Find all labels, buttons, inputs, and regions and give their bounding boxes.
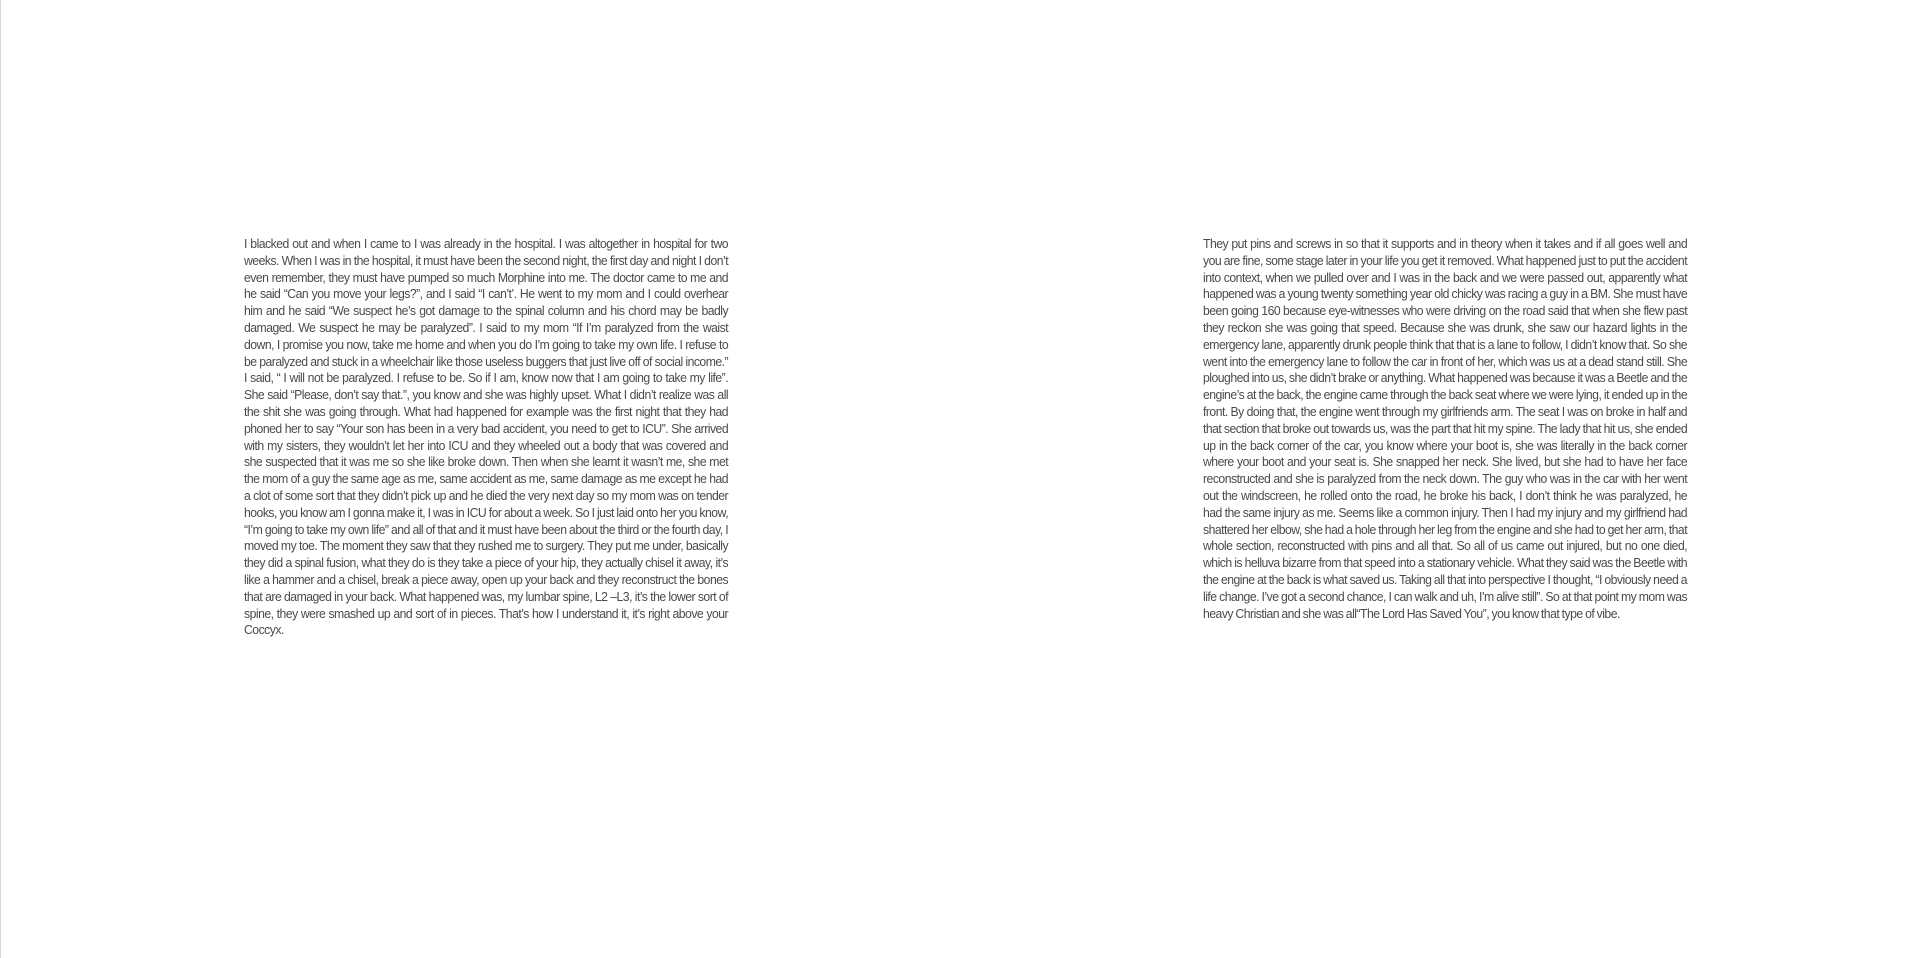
- left-page-text-block: [244, 236, 728, 639]
- right-page-paragraph: They put pins and screws in so that it supports and in theory when it takes and if all goes well and you are fine, some stage later in your life you get it removed. What happened just to put the accident into context, when we pulled over and I was in the back and we were passed out, apparently what happened was a young twenty something year old chicky was racing a guy in a BM. She must have been going 160 because eye-witnesses who were driving on the road said that when she flew past they reckon she was going that speed. Because she was drunk, she saw our hazard lights in the emergency lane, apparently drunk people think that that is a lane to follow, I didn’t know that. So she went into the emergency lane to follow the car in front of her, which was us at a dead stand still. She ploughed into us, she didn’t brake or anything. What happened was because it was a Beetle and the engine’s at the back, the engine came through the back seat where we were lying, it ended up in the front. By doing that, the engine went through my girlfriends arm. The seat I was on broke in half and that section that broke out towards us, was the part that hit my spine. The lady that hit us, she ended up in the back corner of the car, you know where your boot is, she was literally in the back corner where your boot and your seat is. She snapped her neck. She lived, but she had to have her face reconstructed and she is paralyzed from the neck down. The guy who was in the car with her went out the windscreen, he rolled onto the road, he broke his back, I don’t think he was paralyzed, he had the same injury as me. Seems like a common injury. Then I had my injury and my girlfriend had shattered her elbow, she had a hole through her leg from the engine and she had to get her arm, that whole section, reconstructed with pins and all that. So all of us came out injured, but no one died, which is helluva bizarre from that speed into a stationary vehicle. What they said was the Beetle with the engine at the back is what saved us. Taking all that into perspective I thought, “I obviously need a life change. I’ve got a second chance, I can walk and uh, I’m alive still”. So at that point my mom was heavy Christian and she was all“The Lord Has Saved You”, you know that type of vibe.: [1203, 236, 1688, 621]
- right-page-text-block: [1203, 236, 1687, 622]
- left-page-paragraph: I blacked out and when I came to I was already in the hospital. I was altogether in hospital for two weeks. When I was in the hospital, it must have been the second night, the first day and night I don’t even remember, they must have pumped so much Morphine into me. The doctor came to me and he said “Can you move your legs?”, and I said “I can’t’. He went to my mom and I could overhear him and he said “We suspect he’s got damage to the spinal column and his chord may be badly damaged. We suspect he may be paralyzed”. I said to my mom “If I’m paralyzed from the waist down, I promise you now, take me home and when you do I’m going to take my own life. I refuse to be paralyzed and stuck in a wheelchair like those useless buggers that just live off of social income.” I said, “ I will not be paralyzed. I refuse to be. So if I am, know now that I am going to take my life”. She said “Please, don’t say that.”, you know and she was highly upset. What I didn’t realize was all the shit she was going through. What had happened for example was the first night that they had phoned her to say “Your son has been in a very bad accident, you need to get to ICU”. She arrived with my sisters, they wouldn’t let her into ICU and they wheeled out a body that was covered and she suspected that it was me so she like broke down. Then when she learnt it wasn’t me, she met the mom of a guy the same age as me, same accident as me, same damage as me except he had a clot of some sort that they didn’t pick up and he died the very next day so my mom was on tender hooks, you know am I gonna make it, I was in ICU for about a week. So I just laid onto her you know, “I’m going to take my own life” and all of that and it must have been about the third or the fourth day, I moved my toe. The moment they saw that they rushed me to surgery. They put me under, basically they did a spinal fusion, what they do is they take a piece of your hip, they actually chisel it away, it’s like a hammer and a chisel, break a piece away, open up your back and they reconstruct the bones that are damaged in your back. What happened was, my lumbar spine, L2 –L3, it’s the lower sort of spine, they were smashed up and sort of in pieces. That’s how I understand it, it’s right above your Coccyx.: [244, 236, 729, 638]
